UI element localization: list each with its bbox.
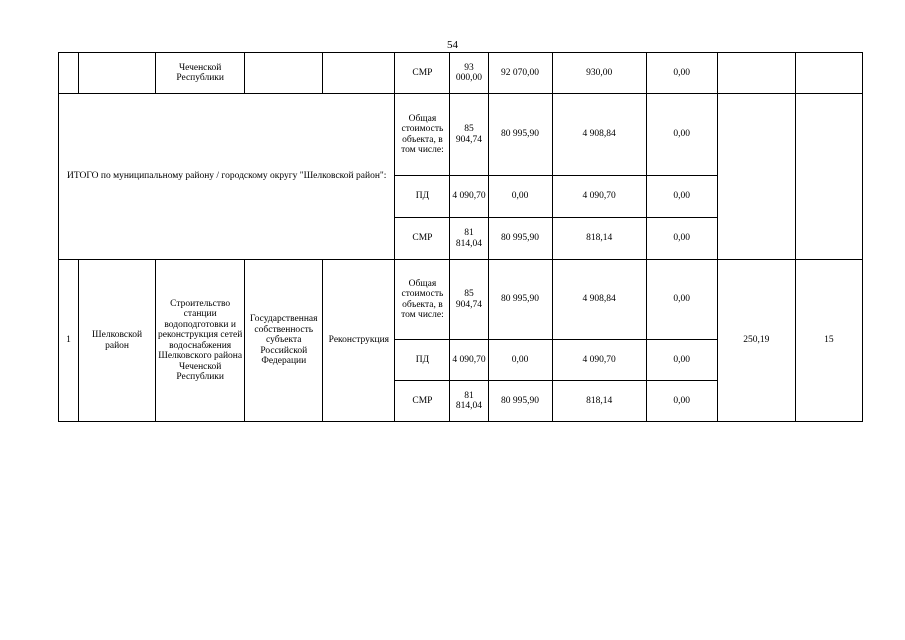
cell-col-c: 0,00 <box>646 53 717 94</box>
cell-col-c: 0,00 <box>646 381 717 422</box>
item-capacity: 250,19 <box>717 260 795 422</box>
cell-col-b: 4 908,84 <box>552 260 646 340</box>
cell-col-b: 4 090,70 <box>552 176 646 218</box>
cell-col-a: 0,00 <box>488 176 552 218</box>
cell-col-a: 80 995,90 <box>488 94 552 176</box>
cell-empty <box>795 94 862 260</box>
cell-col-b: 4 090,70 <box>552 340 646 381</box>
item-ownership: Государственная собственность субъекта Российской Федерации <box>245 260 323 422</box>
cell-total: 81 814,04 <box>450 381 488 422</box>
row-label: СМР <box>395 53 450 94</box>
total-row-overall <box>59 94 863 176</box>
cell-total: 85 904,74 <box>450 94 488 176</box>
cell-col-a: 0,00 <box>488 340 552 381</box>
page-number: 54 <box>447 39 458 51</box>
cell-col-b: 818,14 <box>552 218 646 260</box>
cell-col-a: 80 995,90 <box>488 218 552 260</box>
cell-total: 93 000,00 <box>450 53 488 94</box>
cell-col-b: 930,00 <box>552 53 646 94</box>
cell-empty <box>795 53 862 94</box>
cell-empty <box>79 53 156 94</box>
row-label: Общая стоимость объекта, в том числе: <box>395 94 450 176</box>
row-label: СМР <box>395 218 450 260</box>
cell-col-c: 0,00 <box>646 260 717 340</box>
item-term: 15 <box>795 260 862 422</box>
row-label: ПД <box>395 340 450 381</box>
cell-col-c: 0,00 <box>646 94 717 176</box>
item-row-overall <box>59 260 863 340</box>
cell-col-c: 0,00 <box>646 340 717 381</box>
cell-total: 85 904,74 <box>450 260 488 340</box>
cell-col-a: 92 070,00 <box>488 53 552 94</box>
cell-col-b: 4 908,84 <box>552 94 646 176</box>
cell-col-a: 80 995,90 <box>488 260 552 340</box>
row-label: Общая стоимость объекта, в том числе: <box>395 260 450 340</box>
cell-empty <box>717 53 795 94</box>
cell-col-c: 0,00 <box>646 176 717 218</box>
continuation-row <box>59 53 863 94</box>
row-label: СМР <box>395 381 450 422</box>
object-name-tail: Чеченской Республики <box>156 53 245 94</box>
cell-empty <box>323 53 395 94</box>
budget-table <box>58 52 863 422</box>
cell-total: 4 090,70 <box>450 176 488 218</box>
cell-empty <box>59 53 79 94</box>
cell-col-c: 0,00 <box>646 218 717 260</box>
item-district: Шелковской район <box>79 260 156 422</box>
item-number: 1 <box>59 260 79 422</box>
total-block-title: ИТОГО по муниципальному району / городскому округу "Шелковской район": <box>59 94 395 260</box>
cell-total: 4 090,70 <box>450 340 488 381</box>
cell-empty <box>717 94 795 260</box>
cell-total: 81 814,04 <box>450 218 488 260</box>
cell-col-a: 80 995,90 <box>488 381 552 422</box>
cell-empty <box>245 53 323 94</box>
row-label: ПД <box>395 176 450 218</box>
item-work-type: Реконструкция <box>323 260 395 422</box>
cell-col-b: 818,14 <box>552 381 646 422</box>
item-object-name: Строительство станции водоподготовки и реконструкция сетей водоснабжения Шелковского района Чеченской Республики <box>156 260 245 422</box>
